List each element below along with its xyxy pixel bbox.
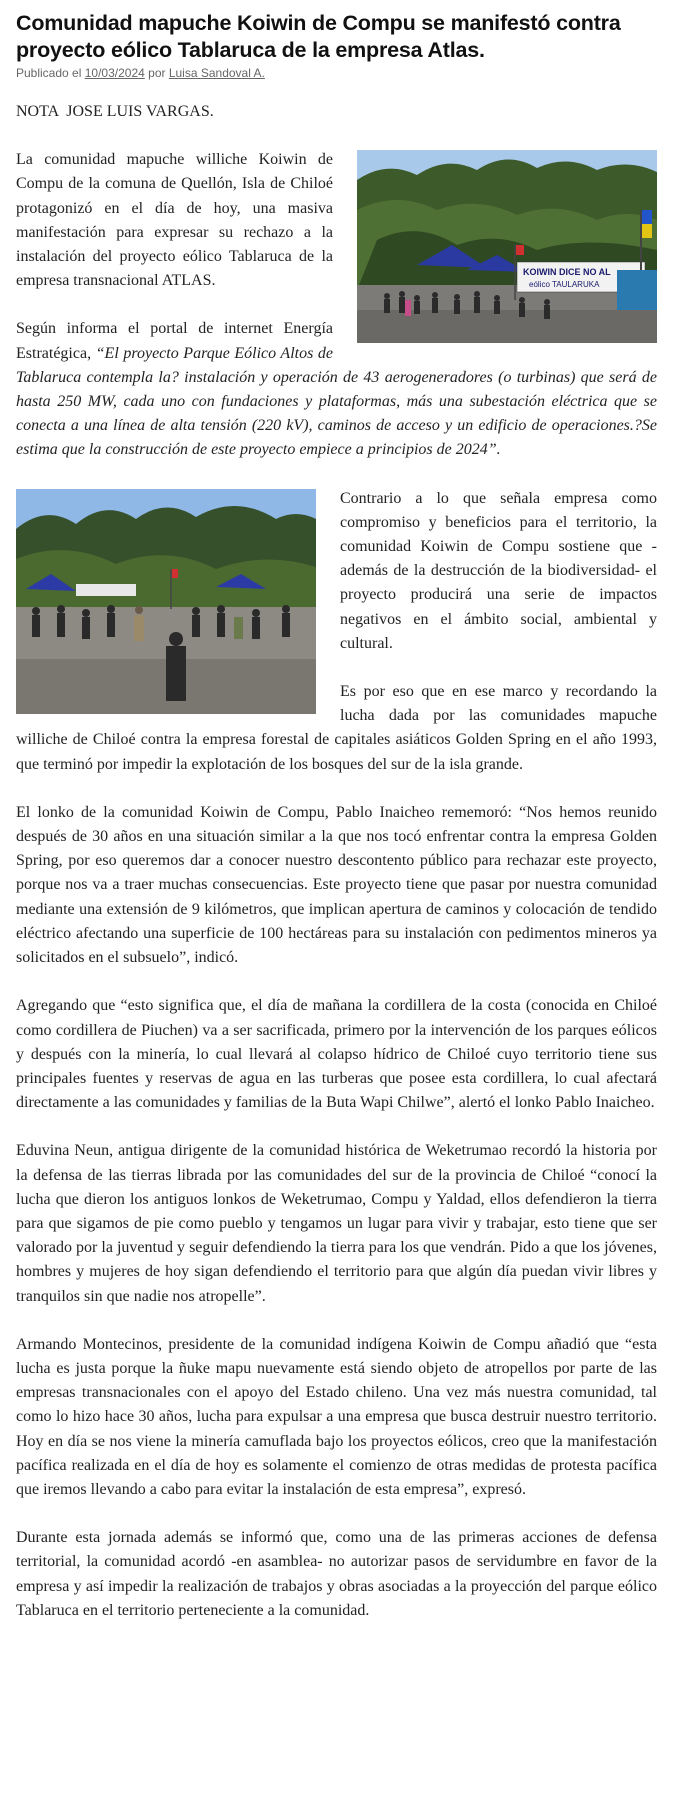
article-body xyxy=(16,100,657,1623)
article-title: Comunidad mapuche Koiwin de Compu se manifestó contra proyecto eólico Tablaruca de la empresa Atlas. xyxy=(16,11,621,62)
protest-photo-crowd xyxy=(16,489,316,714)
paragraph-2-intro: Según informa el portal de internet Energía Estratégica, xyxy=(16,320,333,362)
paragraph-7: Eduvina Neun, antigua dirigente de la comunidad histórica de Weketrumao recordó la historia por la defensa de las tierras librada por las comunidades del sur de la provincia de Chiloé “conocí la lucha que dieron los antiguos lonkos de Weketrumao, Compu y Yaldad, ellos defendieron la tierra para que sigamos de pie como pueblo y tengamos un lugar para vivir y trabajar, esto tiene que ser valorado por la juventud y seguir defendiendo la tierra para los que vendrán. Pido a que los jóvenes, hombres y mujeres de hoy sigan defendiendo el territorio para que algún día puedan vivir libres y tranquilos sin que nadie nos atropelle”. xyxy=(16,1142,657,1305)
paragraph-4: Es por eso que en ese marco y recordando la lucha dada por las comunidades mapuche williche de Chiloé contra la empresa forestal de capitales asiáticos Golden Spring en el año 1993, que terminó por impedir la explotación de los bosques del sur de la isla grande. xyxy=(16,683,657,773)
article-meta xyxy=(16,66,657,80)
paragraph-6: Agregando que “esto significa que, el día de mañana la cordillera de la costa (conocida en Chiloé como cordillera de Piuchen) va a ser sacrificada, primero por la intervención de los parques eólicos y después con la minería, lo cual llevará al colapso hídrico de Chiloé cuyo territorio tiene sus principales fuentes y reservas de agua en las turberas que posee esta cordillera, lo cual afectará directamente a las comunidades y familias de la Buta Wapi Chilwe”, alertó el lonko Pablo Inaicheo. xyxy=(16,997,657,1112)
paragraph-9: Durante esta jornada además se informó que, como una de las primeras acciones de defensa territorial, la comunidad acordó -en asamblea- no autorizar pasos de servidumbre en favor de la empresa y así impedir la realización de trabajos y obras asociadas a la proyección del parque eólico Tablaruca en el territorio perteneciente a la comunidad. xyxy=(16,1529,657,1619)
banner-text-1: KOIWIN DICE NO AL xyxy=(523,267,611,278)
paragraph-2-quote: “El proyecto Parque Eólico Altos de Tablaruca contempla la? instalación y operación de 43 aerogeneradores (o turbinas) que será de hasta 250 MW, cada uno con fundaciones y plataformas, más una subestación eléctrica que se conecta a una línea de alta tensión (220 kV), caminos de acceso y un edificio de operaciones.?Se estima que la construcción de este proyecto empiece a principios de 2024”. xyxy=(16,344,657,459)
article xyxy=(16,10,657,1647)
date-link[interactable]: 10/03/2024 xyxy=(84,66,145,80)
paragraph-3: Contrario a lo que señala empresa como compromiso y beneficios para el territorio, la comunidad Koiwin de Compu sostiene que -además de la destrucción de la biodiversidad- el proyecto producirá una serie de impactos negativos en el ámbito social, ambiental y cultural. xyxy=(340,489,657,652)
protest-photo-banner xyxy=(357,150,657,343)
paragraph-8: Armando Montecinos, presidente de la comunidad indígena Koiwin de Compu añadió que “esta lucha es justa porque la ñuke mapu nuevamente está siendo objeto de atropellos por parte de las empresas transnacionales con el apoyo del Estado chileno. Una vez más nuestra comunidad, tal como lo hizo hace 30 años, lucha para expulsar a una empresa que busca destruir nuestro territorio. Hoy en día se nos viene la minería camuflada bajo los proyectos eólicos, creo que la manifestación pacífica realizada en el día de hoy es solamente el comienzo de otras medidas de protesta pacífica que iremos llevando a cabo para evitar la instalación de esta empresa”, expresó. xyxy=(16,1335,657,1498)
published-prefix: Publicado el xyxy=(16,66,82,80)
note-byline: NOTA JOSE LUIS VARGAS. xyxy=(16,103,214,120)
author-link[interactable]: Luisa Sandoval A. xyxy=(168,66,265,80)
paragraph-5: El lonko de la comunidad Koiwin de Compu, Pablo Inaicheo rememoró: “Nos hemos reunido después de 30 años en una situación similar a la que nos tocó enfrentar contra la empresa Golden Spring, por eso queremos dar a conocer nuestro descontento público para rechazar este proyecto, porque nos va a traer muchas consecuencias. Este proyecto tiene que pasar por nuestra comunidad mediante una extensión de 9 kilómetros, que implican apertura de caminos y colocación de tendido eléctrico afectando una superficie de 100 hectáreas para su instalación con pedimentos mineros ya solicitados en el subsuelo”, indicó. xyxy=(16,803,657,967)
by-label: por xyxy=(148,66,166,80)
banner-text-2: eólico TAULARUKA xyxy=(529,280,600,290)
paragraph-1: La comunidad mapuche williche Koiwin de Compu de la comuna de Quellón, Isla de Chiloé protagonizó en el día de hoy, una masiva manifestación para expresar su rechazo a la instalación del proyecto eólico Tablaruca de la empresa transnacional ATLAS. xyxy=(16,151,333,290)
